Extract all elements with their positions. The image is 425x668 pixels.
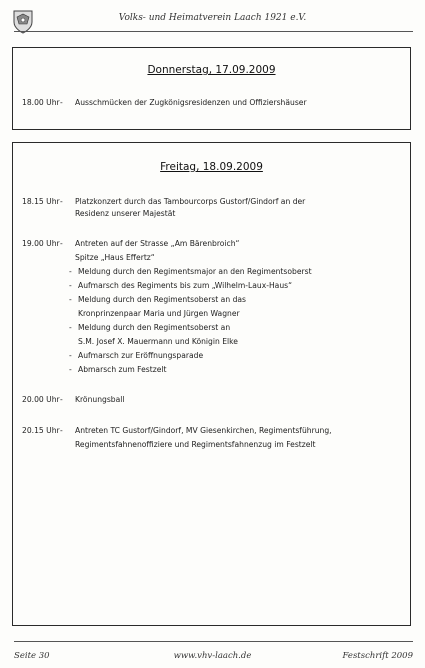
entry-time: 20.00 Uhr: [22, 395, 60, 404]
header-title: Volks- und Heimatverein Laach 1921 e.V.: [118, 13, 307, 23]
entry-text: Aufmarsch zur Eröffnungsparade: [78, 351, 204, 360]
entry-dash: -: [69, 267, 72, 276]
entry-dash: -: [60, 98, 63, 107]
entry-text: Platzkonzert durch das Tambourcorps Gustorf/Gindorf an der: [75, 197, 306, 206]
page-number: Seite 30: [14, 651, 50, 661]
friday-box: [12, 142, 411, 626]
entry-text: Residenz unserer Majestät: [75, 209, 176, 218]
entry-text: Spitze „Haus Effertz“: [75, 253, 155, 262]
entry-text: Antreten auf der Strasse „Am Bärenbroich“: [75, 239, 240, 248]
website-link[interactable]: www.vhv-laach.de: [173, 651, 252, 661]
entry-dash: -: [69, 365, 72, 374]
footer-rule: [14, 641, 413, 642]
entry-text: Ausschmücken der Zugkönigsresidenzen und Offiziershäuser: [75, 98, 307, 107]
publication-name: Festschrift 2009: [342, 651, 413, 661]
entry-dash: -: [60, 197, 63, 206]
entry-text: S.M. Josef X. Mauermann und Königin Elke: [78, 337, 238, 346]
entry-text: Kronprinzenpaar Maria und Jürgen Wagner: [78, 309, 240, 318]
entry-text: Antreten TC Gustorf/Gindorf, MV Giesenkirchen, Regimentsführung,: [75, 426, 332, 435]
entry-dash: -: [69, 323, 72, 332]
entry-text: Regimentsfahnenoffiziere und Regimentsfahnenzug im Festzelt: [75, 440, 316, 449]
entry-dash: -: [69, 281, 72, 290]
entry-time: 18.00 Uhr: [22, 98, 60, 107]
entry-time: 19.00 Uhr: [22, 239, 60, 248]
entry-dash: -: [60, 395, 63, 404]
entry-dash: -: [69, 295, 72, 304]
entry-text: Meldung durch den Regimentsmajor an den Regimentsoberst: [78, 267, 312, 276]
entry-text: Aufmarsch des Regiments bis zum „Wilhelm-Laux-Haus“: [78, 281, 293, 290]
thursday-title: Donnerstag, 17.09.2009: [147, 64, 276, 76]
entry-text: Meldung durch den Regimentsoberst an das: [78, 295, 246, 304]
entry-dash: -: [69, 351, 72, 360]
header-rule: [14, 31, 413, 32]
friday-title: Freitag, 18.09.2009: [160, 161, 263, 173]
thursday-box: [12, 47, 411, 130]
entry-text: Krönungsball: [75, 395, 125, 404]
entry-dash: -: [60, 239, 63, 248]
entry-time: 20.15 Uhr: [22, 426, 60, 435]
entry-text: Meldung durch den Regimentsoberst an: [78, 323, 231, 332]
entry-time: 18.15 Uhr: [22, 197, 60, 206]
entry-dash: -: [60, 426, 63, 435]
entry-text: Abmarsch zum Festzelt: [78, 365, 167, 374]
